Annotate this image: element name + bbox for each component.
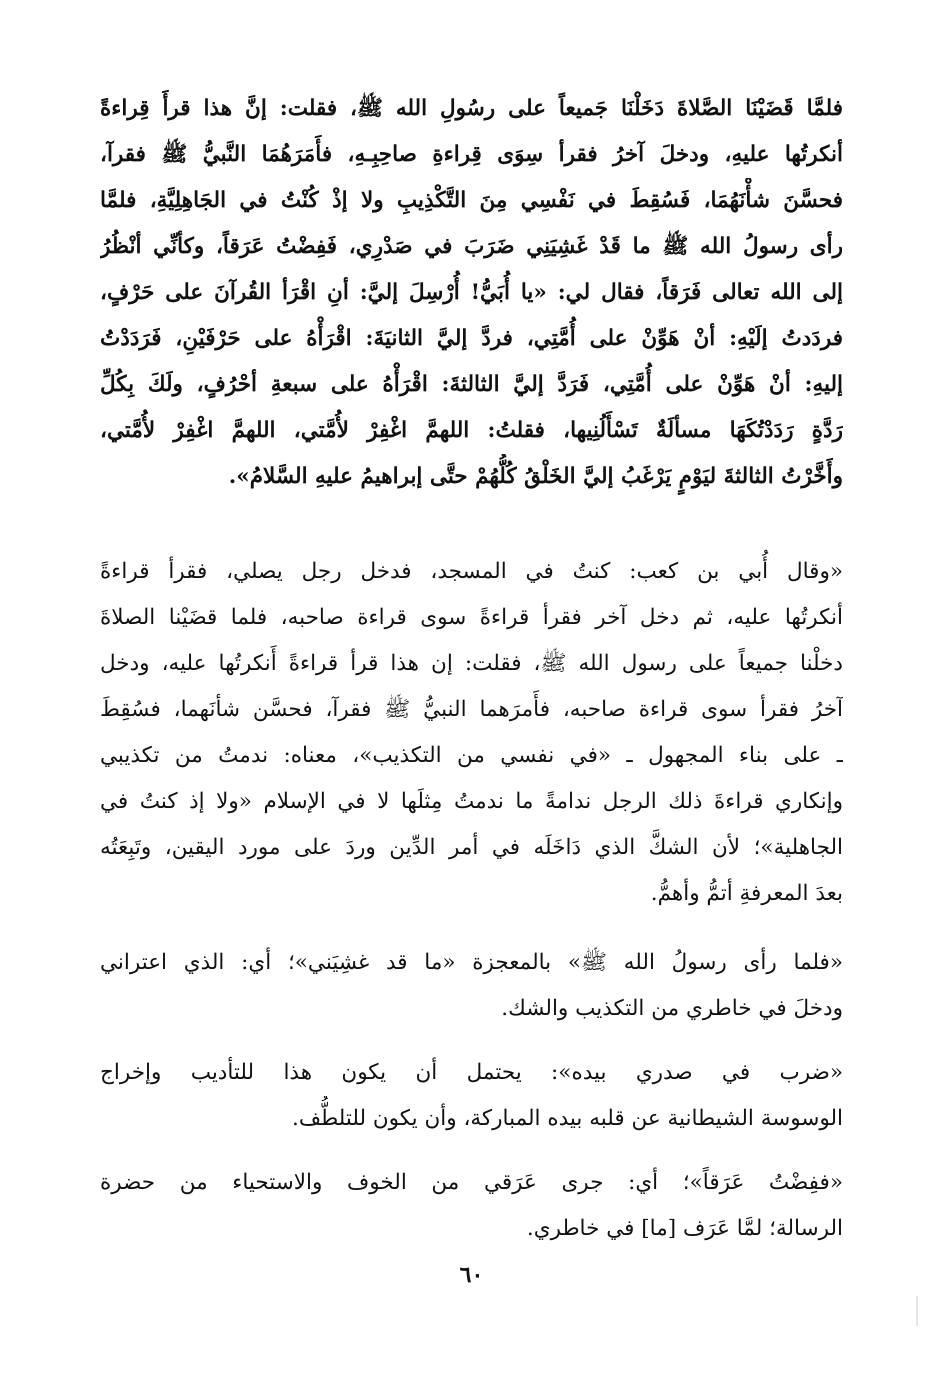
text-line: رَدَّةٍ رَدَدْتُكَهَا مسألَةٌ تَسْأَلُنِيها، فقلتُ: اللهمَّ اغْفِرْ لأُمَّتي، اللهمَّ اغْفِرْ لأُمَّتي، — [100, 418, 843, 443]
text-line: رأى رسولُ الله ﷺ ما قَدْ غَشِيَنِي ضَرَبَ في صَدْرِي، فَفِضْتُ عَرَقاً، وكأنِّي أنْظُرُ — [100, 234, 843, 259]
text-line: «ففِضْتُ عَرَقاً»؛ أي: جرى عَرَقي من الخوف والاستحياء من حضرة — [100, 1170, 843, 1195]
text-line: دخلْنا جميعاً على رسول الله ﷺ، فقلت: إن هذا قرأ قراءةً أَنكرتُها عليه، ودخل — [100, 651, 843, 676]
text-line: «ضرب في صدري بيده»: يحتمل أن يكون هذا للتأديب وإخراج — [100, 1060, 843, 1085]
text-line: بعدَ المعرفةِ أتمُّ وأهمُّ. — [650, 881, 843, 906]
text-line: فلمَّا قَضَيْنَا الصَّلاةَ دَخَلْنَا جَميعاً على رسُولِ الله ﷺ، فقلت: إنَّ هذا قرأَ قِراءةً — [100, 96, 843, 121]
text-line: فحسَّنَ شأْنَهُمَا، فَسُقِطَ في نَفْسِي مِنَ التَّكْذِيبِ ولا إذْ كُنْتُ في الجَاهِلِيَّةِ، فلمَّا — [100, 188, 843, 213]
text-line: الرسالة؛ لمَّا عَرَف [ما] في خاطري. — [526, 1216, 843, 1241]
text-line: الوسوسة الشيطانية عن قلبه بيده المباركة، وأن يكون للتلطُّف. — [292, 1106, 843, 1131]
text-line: ودخلَ في خاطري من التكذيب والشك. — [501, 996, 843, 1021]
text-line: وأَخَّرْتُ الثالثةَ ليَوْمٍ يَرْغَبُ إليَّ الخَلْقُ كُلُّهُمْ حتَّى إبراهيمُ عليهِ السَّلامُ». — [228, 464, 843, 489]
page-number: ٦٠ — [459, 1262, 484, 1288]
text-line: الجاهلية»؛ لأن الشكَّ الذي دَاخَلَه في أمر الدِّين وردَ على مورد اليقين، وتَبِعَتُه — [100, 835, 843, 860]
text-line: أنكرتُها عليه، ثم دخل آخر فقرأ قراءةً سوى قراءة صاحبه، فلما قضَيْنا الصلاةَ — [100, 605, 843, 630]
text-line: «فلما رأى رسولُ الله ﷺ» بالمعجزة «ما قد غشِيَني»؛ أي: الذي اعتراني — [100, 950, 843, 975]
paragraph-commentary-3 — [100, 1050, 843, 1142]
text-line: إليهِ: أنْ هَوِّنْ على أُمَّتِي، فَرَدَّ إليَّ الثالثةَ: اقْرَأْهُ على سبعةِ أحْرُفٍ، ولَكَ بِكُلِّ — [100, 372, 843, 397]
text-line: وإنكاري قراءةَ ذلك الرجل ندامةً ما ندمتُ مِثلَها لا في الإسلام «ولا إذ كنتُ في — [100, 789, 843, 814]
text-line: آخرُ فقرأ سوى قراءة صاحبه، فأَمرَهما النبيُّ ﷺ فقرآ، فحسَّن شأنَهما، فسُقِطَ — [100, 697, 843, 722]
text-line: ـ على بناء المجهول ـ «في نفسي من التكذيب»، معناه: ندمتُ من تكذيبي — [100, 743, 843, 768]
page-edge-mark — [916, 1296, 918, 1326]
paragraph-hadith — [100, 86, 843, 500]
paragraph-commentary-1 — [100, 549, 843, 917]
text-line: «وقال أُبي بن كعب: كنتُ في المسجد، فدخل رجل يصلي، فقرأ قراءةً — [100, 559, 843, 584]
paragraph-commentary-2 — [100, 940, 843, 1032]
text-line: فردَدتُ إلَيْهِ: أنْ هَوِّنْ على أُمَّتِي، فردَّ إليَّ الثانيَةَ: اقْرَأْهُ على حَرْفَيْنِ، فَرَدَدْتُ — [100, 326, 843, 351]
text-line: أنكرتُها عليهِ، ودخلَ آخرُ فقرأ سِوَى قِراءةِ صاحِبِـهِ، فأَمَرَهُمَا النَّبيُّ ﷺ فقرآ، — [100, 142, 843, 167]
paragraph-commentary-4 — [100, 1160, 843, 1252]
text-line: إلى الله تعالى فَرَقاً، فقال لي: «يا أُبَيُّ! أُرْسِلَ إليَّ: أنِ اقْرَأ القُرآنَ على حَرْفٍ، — [100, 280, 843, 305]
